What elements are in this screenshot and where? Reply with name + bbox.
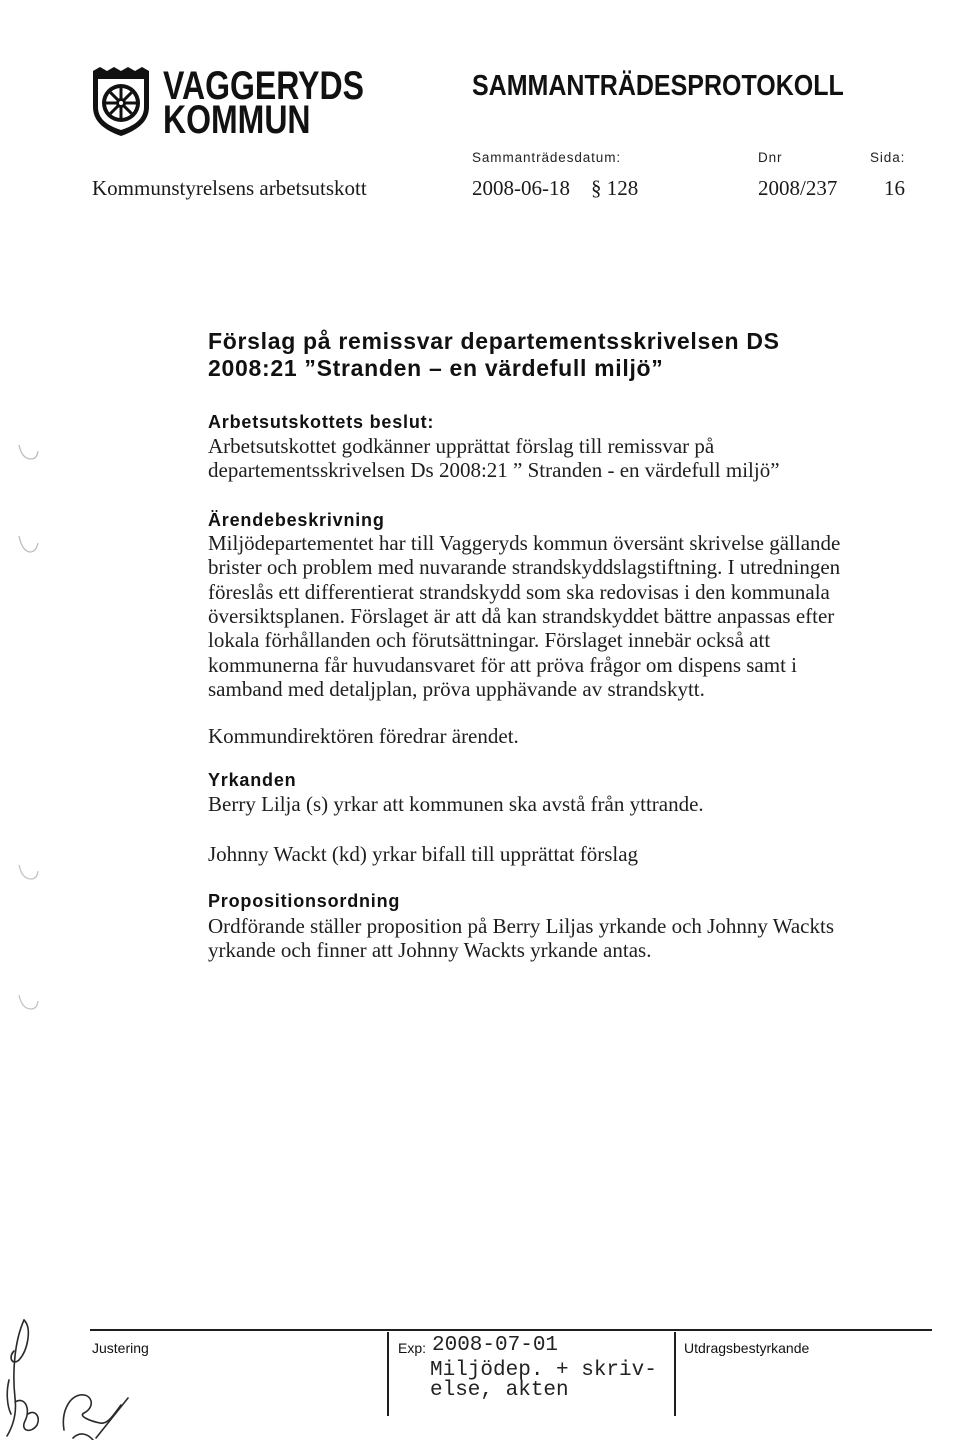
page-number: 16 bbox=[884, 176, 905, 200]
description-line: brister och problem med nuvarande strandskyddslagstiftning. I utredningen bbox=[208, 555, 841, 580]
proposition-heading: Propositionsordning bbox=[208, 891, 401, 911]
committee-name: Kommunstyrelsens arbetsutskott bbox=[92, 176, 367, 200]
description-heading: Ärendebeskrivning bbox=[208, 510, 385, 530]
presentation-note: Kommundirektören föredrar ärendet. bbox=[208, 724, 519, 748]
org-name-line2: KOMMUN bbox=[163, 96, 311, 142]
page-title-line2: 2008:21 ”Stranden – en värdefull miljö” bbox=[208, 355, 664, 381]
punch-hole-mark bbox=[16, 533, 42, 559]
label-meeting-date: Sammanträdesdatum: bbox=[472, 150, 622, 165]
exp-date: 2008-07-01 bbox=[432, 1334, 559, 1357]
label-justering: Justering bbox=[92, 1340, 149, 1356]
exp-recipient-line: else, akten bbox=[430, 1379, 569, 1402]
org-name-line1: VAGGERYDS bbox=[163, 62, 364, 108]
decision-line: Arbetsutskottet godkänner upprättat förslag till remissvar på bbox=[208, 434, 715, 458]
punch-hole-mark bbox=[16, 992, 42, 1014]
motion-item: Berry Lilja (s) yrkar att kommunen ska avstå från yttrande. bbox=[208, 792, 704, 816]
section-number: § 128 bbox=[591, 176, 639, 200]
label-page: Sida: bbox=[870, 150, 906, 165]
punch-hole-mark bbox=[16, 442, 42, 464]
exp-recipient-line: Miljödep. + skriv- bbox=[430, 1359, 657, 1382]
label-dnr: Dnr bbox=[758, 150, 783, 165]
description-line: Miljödepartementet har till Vaggeryds kommun översänt skrivelse gällande bbox=[208, 531, 841, 555]
label-exp: Exp: bbox=[398, 1340, 427, 1356]
decision-line: departementsskrivelsen Ds 2008:21 ” Stranden - en värdefull miljö” bbox=[208, 458, 780, 482]
description-line: lokala förhållanden och förutsättningar. Förslaget innebär också att bbox=[208, 628, 771, 653]
coat-of-arms-icon bbox=[91, 65, 151, 142]
dnr-value: 2008/237 bbox=[758, 176, 838, 200]
label-utdragsbestyrkande: Utdragsbestyrkande bbox=[684, 1340, 810, 1356]
page-title-line1: Förslag på remissvar departementsskrivelsen DS bbox=[208, 328, 780, 354]
punch-hole-mark bbox=[16, 862, 42, 884]
motion-item: Johnny Wackt (kd) yrkar bifall till upprättat förslag bbox=[208, 842, 639, 866]
footer-column-divider bbox=[387, 1332, 389, 1416]
description-line: översiktsplanen. Förslaget är att då kan strandskyddet bättre anpassas efter bbox=[208, 603, 835, 628]
decision-heading: Arbetsutskottets beslut: bbox=[208, 412, 435, 432]
description-line: samband med detaljplan, pröva upphävande av strandskytt. bbox=[208, 676, 705, 701]
meeting-date: 2008-06-18 bbox=[472, 176, 570, 200]
footer-divider bbox=[90, 1329, 932, 1331]
description-line: kommunerna får huvudansvaret för att pröva frågor om dispens samt i bbox=[208, 652, 797, 677]
handwritten-signature bbox=[0, 1310, 140, 1440]
proposition-line: yrkande och finner att Johnny Wackts yrkande antas. bbox=[208, 938, 652, 962]
description-line: föreslås ett differentierat strandskydd som ska redovisas i den kommunala bbox=[208, 579, 830, 604]
motions-heading: Yrkanden bbox=[208, 770, 297, 790]
document-type: SAMMANTRÄDESPROTOKOLL bbox=[472, 69, 844, 102]
footer-column-divider bbox=[674, 1332, 676, 1416]
proposition-line: Ordförande ställer proposition på Berry Liljas yrkande och Johnny Wackts bbox=[208, 914, 835, 938]
